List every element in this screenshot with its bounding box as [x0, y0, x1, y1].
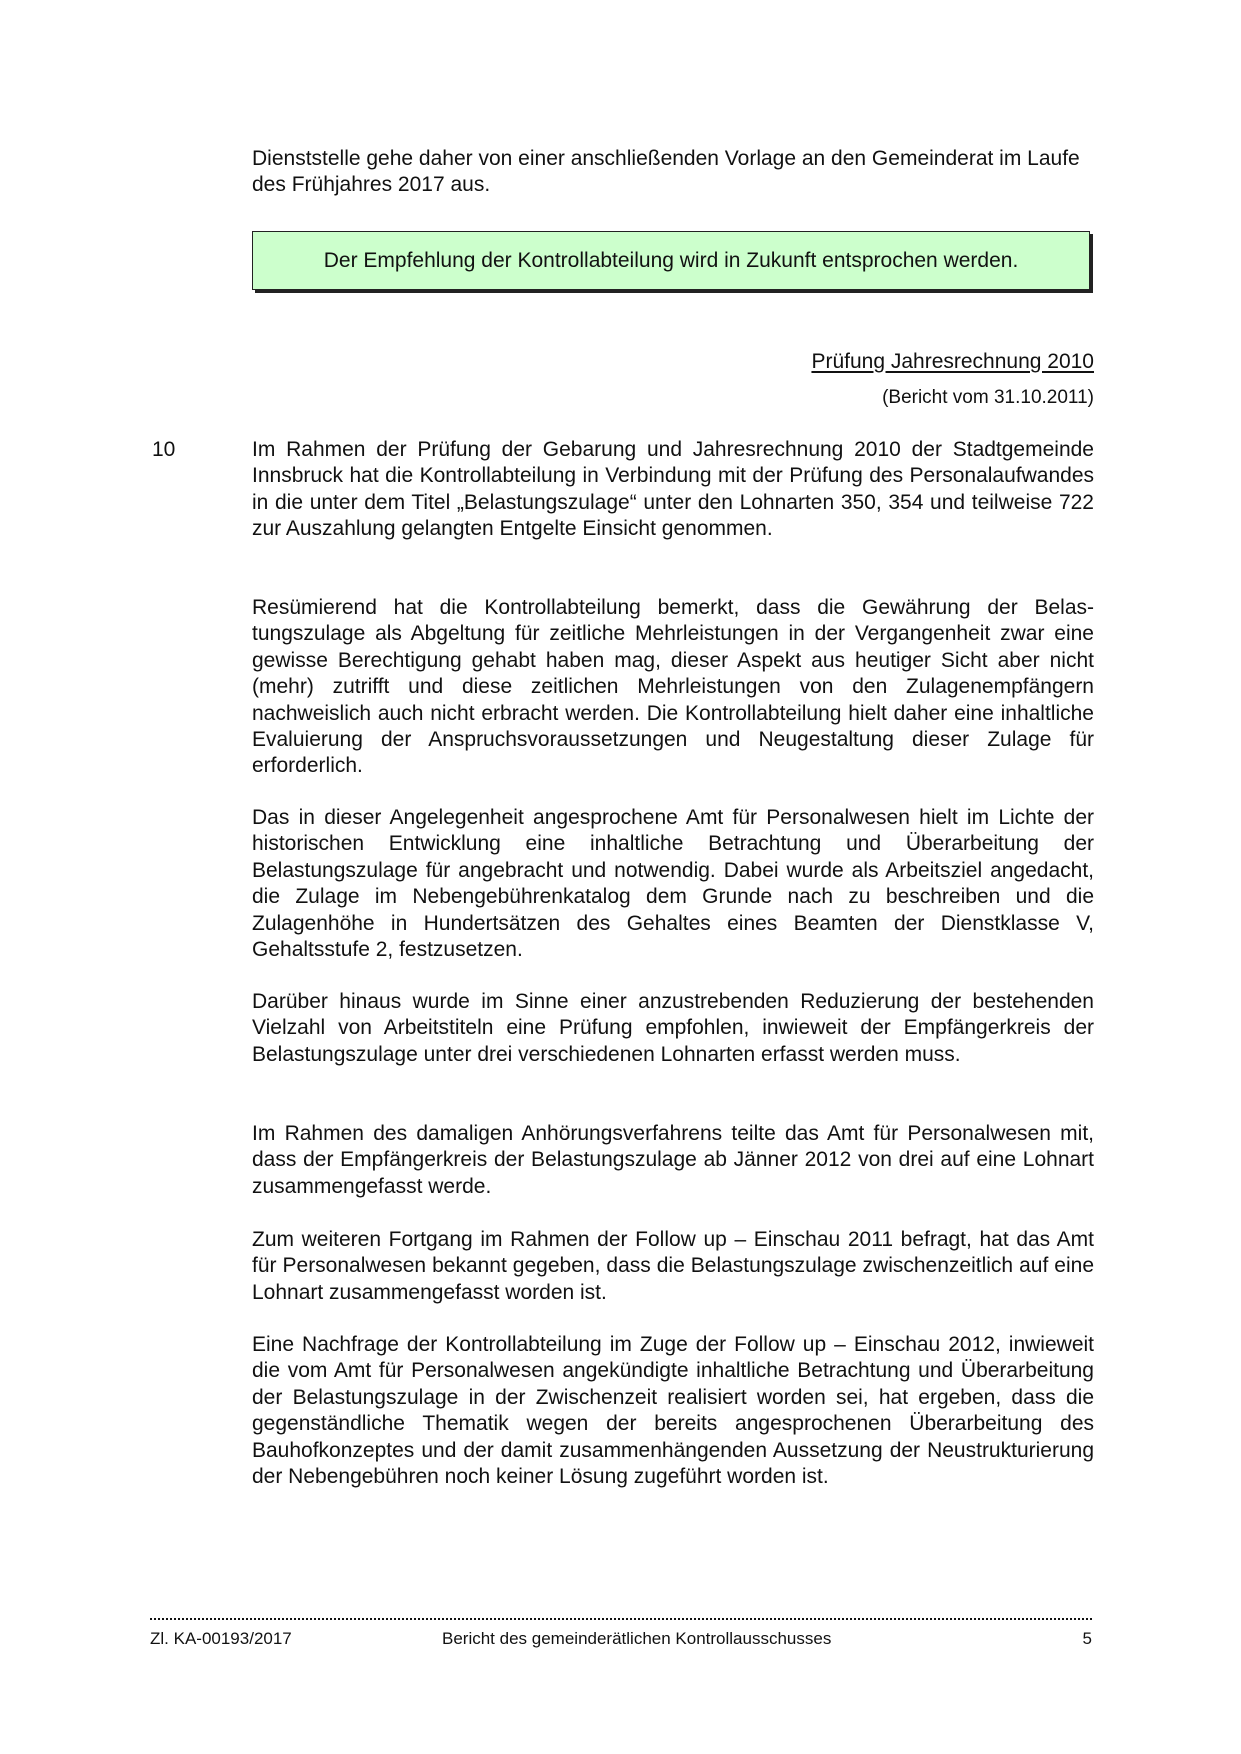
paragraph: Das in dieser Angelegenheit angesprochene Amt für Personalwesen hielt im Lichte der historischen Entwicklung eine inhaltliche Betrachtung und Überarbeitung der Belastungszulage für angebracht und notwendig. Dabei wurde als Arbeitsziel angedacht, die Zulage im Nebengebührenkatalog dem Grunde nach zu beschreiben und die Zulagenhöhe in Hundertsätzen des Gehaltes eines Beamten der Dienstklasse V, Gehaltsstufe 2, festzusetzen.	[252, 806, 1094, 962]
paragraph: Darüber hinaus wurde im Sinne einer anzustrebenden Reduzierung der bestehenden Vielzahl von Arbeitstiteln eine Prüfung empfohlen, inwieweit der Empfängerkreis der Belastungszulage unter drei verschiedenen Lohnarten erfasst werden muss.	[252, 990, 1094, 1066]
page-number: 5	[1082, 1629, 1092, 1648]
section-title: Prüfung Jahresrechnung 2010	[811, 350, 1094, 373]
recommendation-text: Der Empfehlung der Kontrollabteilung wird in Zukunft entsprochen werden.	[323, 248, 1019, 272]
recommendation-box	[252, 231, 1090, 290]
section-subtitle: (Bericht vom 31.10.2011)	[882, 387, 1094, 408]
paragraph: Im Rahmen der Prüfung der Gebarung und Jahresrechnung 2010 der Stadtgemeinde Innsbruck hat die Kontrollabteilung in Verbindung mit der Prüfung des Personalaufwandes in die unter dem Titel „Belastungszulage“ unter den Lohnarten 350, 354 und teilweise 722 zur Auszahlung gelangten Entgelte Einsicht genommen.	[252, 438, 1094, 541]
footer-reference: Zl. KA-00193/2017	[150, 1629, 292, 1648]
item-number: 10	[152, 438, 176, 461]
paragraph: Im Rahmen des damaligen Anhörungsverfahrens teilte das Amt für Personalwesen mit, dass der Empfängerkreis der Belastungszulage ab Jänner 2012 von drei auf eine Lohnart zusammengefasst werde.	[252, 1122, 1094, 1198]
footer-title: Bericht des gemeinderätlichen Kontrollausschusses	[442, 1629, 832, 1648]
footer-divider	[150, 1618, 1092, 1620]
paragraph: Resümierend hat die Kontrollabteilung bemerkt, dass die Gewährung der Belastungszulage als Abgeltung für zeitliche Mehrleistungen in der Vergangenheit zwar eine gewisse Berechtigung gehabt haben mag, dieser Aspekt aus heutiger Sicht aber nicht (mehr) zutrifft und diese zeitlichen Mehrleistungen von den Zulagenempfängern nachweislich auch nicht erbracht werden. Die Kontrollabteilung hielt daher eine inhaltliche Evaluierung der Anspruchsvoraussetzungen und Neugestaltung dieser Zulage für erforderlich.	[252, 596, 1094, 778]
intro-paragraph: Dienststelle gehe daher von einer anschließenden Vorlage an den Gemeinderat im Laufe des Frühjahres 2017 aus.	[252, 147, 1080, 197]
paragraph: Eine Nachfrage der Kontrollabteilung im Zuge der Follow up – Einschau 2012, inwieweit die vom Amt für Personalwesen angekündigte inhaltliche Betrachtung und Überarbeitung der Belastungszulage in der Zwischenzeit realisiert worden sei, hat ergeben, dass die gegenständliche Thematik wegen der bereits angesprochenen Überarbeitung des Bauhofkonzeptes und der damit zusammenhängenden Aussetzung der Neustrukturierung der Nebengebühren noch keiner Lösung zugeführt worden ist.	[252, 1333, 1094, 1489]
paragraph: Zum weiteren Fortgang im Rahmen der Follow up – Einschau 2011 befragt, hat das Amt für Personalwesen bekannt gegeben, dass die Belastungszulage zwischenzeitlich auf eine Lohnart zusammengefasst worden ist.	[252, 1228, 1094, 1304]
